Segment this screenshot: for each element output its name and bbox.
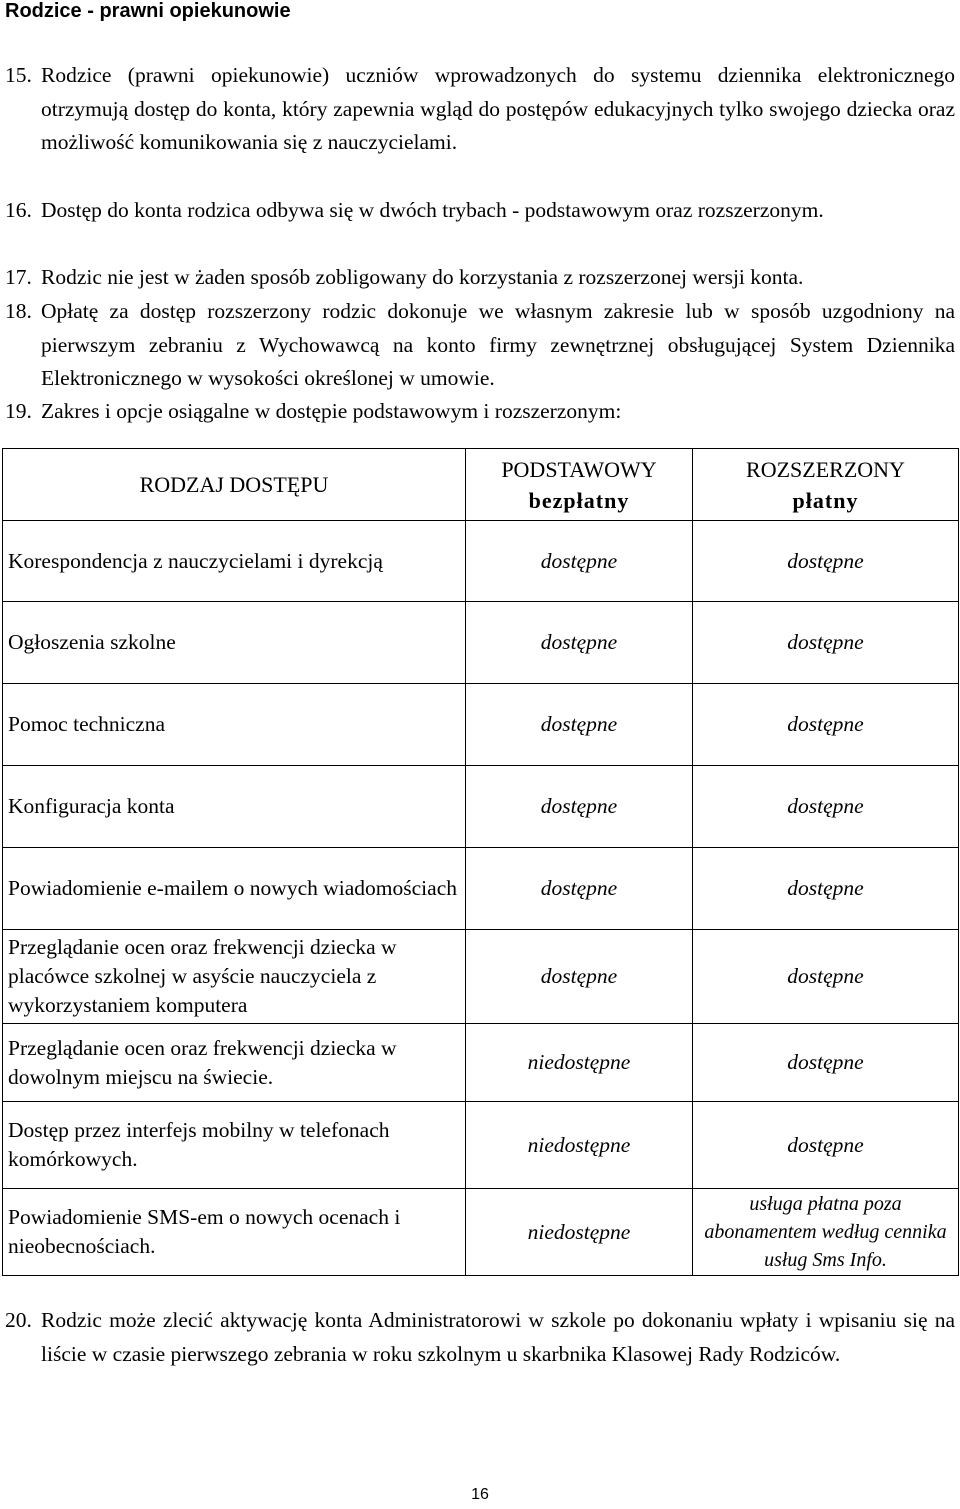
extended-cell: usługa płatna poza abonamentem według cennika usług Sms Info. (693, 1189, 959, 1276)
item-text: Rodzic nie jest w żaden sposób zobligowany do korzystania z rozszerzonej wersji konta. (41, 265, 804, 289)
table-row (3, 1024, 959, 1102)
paragraph-20 (5, 1304, 955, 1371)
feature-cell: Korespondencja z nauczycielami i dyrekcją (3, 521, 466, 602)
table-row (3, 602, 959, 684)
basic-cell: dostępne (466, 848, 693, 930)
table-row (3, 848, 959, 930)
header-extended-label: ROZSZERZONY (746, 456, 905, 482)
feature-cell: Powiadomienie e-mailem o nowych wiadomościach (3, 848, 466, 930)
item-number: 20. (5, 1308, 32, 1332)
item-number: 15. (5, 63, 32, 87)
table-row (3, 1102, 959, 1189)
feature-cell: Przeglądanie ocen oraz frekwencji dziecka w placówce szkolnej w asyście nauczyciela z wykorzystaniem komputera (3, 930, 466, 1024)
access-table (2, 448, 959, 1276)
feature-cell: Pomoc techniczna (3, 684, 466, 766)
basic-cell: niedostępne (466, 1102, 693, 1189)
header-extended (693, 449, 959, 521)
item-text: Rodzic może zlecić aktywację konta Administratorowi w szkole po dokonaniu wpłaty i wpisaniu się na liście w czasie pierwszego zebrania w roku szkolnym u skarbnika Klasowej Rady Rodziców. (41, 1308, 955, 1366)
table-row (3, 930, 959, 1024)
feature-cell: Dostęp przez interfejs mobilny w telefonach komórkowych. (3, 1102, 466, 1189)
item-number: 16. (5, 198, 32, 222)
item-text: Opłatę za dostęp rozszerzony rodzic dokonuje we własnym zakresie lub w sposób uzgodniony na pierwszym zebraniu z Wychowawcą na konto firmy zewnętrznej obsługującej System Dziennika Elektronicznego w wysokości określonej w umowie. (41, 299, 955, 390)
basic-cell: niedostępne (466, 1189, 693, 1276)
table-row (3, 521, 959, 602)
extended-cell: dostępne (693, 766, 959, 848)
paragraph-18 (5, 295, 955, 396)
item-number: 17. (5, 265, 32, 289)
feature-cell: Ogłoszenia szkolne (3, 602, 466, 684)
item-number: 19. (5, 399, 32, 423)
basic-cell: dostępne (466, 766, 693, 848)
header-extended-sub: płatny (792, 487, 859, 513)
basic-cell: niedostępne (466, 1024, 693, 1102)
header-basic (466, 449, 693, 521)
basic-cell: dostępne (466, 602, 693, 684)
item-text: Zakres i opcje osiągalne w dostępie podstawowym i rozszerzonym: (41, 399, 622, 423)
extended-cell: dostępne (693, 602, 959, 684)
paragraph-19 (5, 395, 955, 429)
paragraph-16 (5, 194, 955, 228)
extended-cell: dostępne (693, 684, 959, 766)
table-row (3, 766, 959, 848)
header-basic-label: PODSTAWOWY (501, 456, 657, 482)
paragraph-15 (5, 59, 955, 160)
header-access-type: RODZAJ DOSTĘPU (3, 449, 466, 521)
table-header-row (3, 449, 959, 521)
item-text: Dostęp do konta rodzica odbywa się w dwóch trybach - podstawowym oraz rozszerzonym. (41, 198, 824, 222)
feature-cell: Konfiguracja konta (3, 766, 466, 848)
feature-cell: Powiadomienie SMS-em o nowych ocenach i nieobecnościach. (3, 1189, 466, 1276)
page-number: 16 (471, 1486, 489, 1503)
item-number: 18. (5, 299, 32, 323)
extended-cell: dostępne (693, 848, 959, 930)
section-heading: Rodzice - prawni opiekunowie (5, 0, 291, 22)
header-basic-sub: bezpłatny (528, 487, 630, 513)
item-text: Rodzice (prawni opiekunowie) uczniów wprowadzonych do systemu dziennika elektronicznego otrzymują dostęp do konta, który zapewnia wgląd do postępów edukacyjnych tylko swojego dziecka oraz możliwość komunikowania się z nauczycielami. (41, 63, 955, 154)
extended-cell: dostępne (693, 1024, 959, 1102)
basic-cell: dostępne (466, 521, 693, 602)
extended-cell: dostępne (693, 930, 959, 1024)
extended-cell: dostępne (693, 521, 959, 602)
feature-cell: Przeglądanie ocen oraz frekwencji dziecka w dowolnym miejscu na świecie. (3, 1024, 466, 1102)
basic-cell: dostępne (466, 930, 693, 1024)
paragraph-17 (5, 261, 955, 295)
table-row (3, 1189, 959, 1276)
table-row (3, 684, 959, 766)
basic-cell: dostępne (466, 684, 693, 766)
extended-cell: dostępne (693, 1102, 959, 1189)
